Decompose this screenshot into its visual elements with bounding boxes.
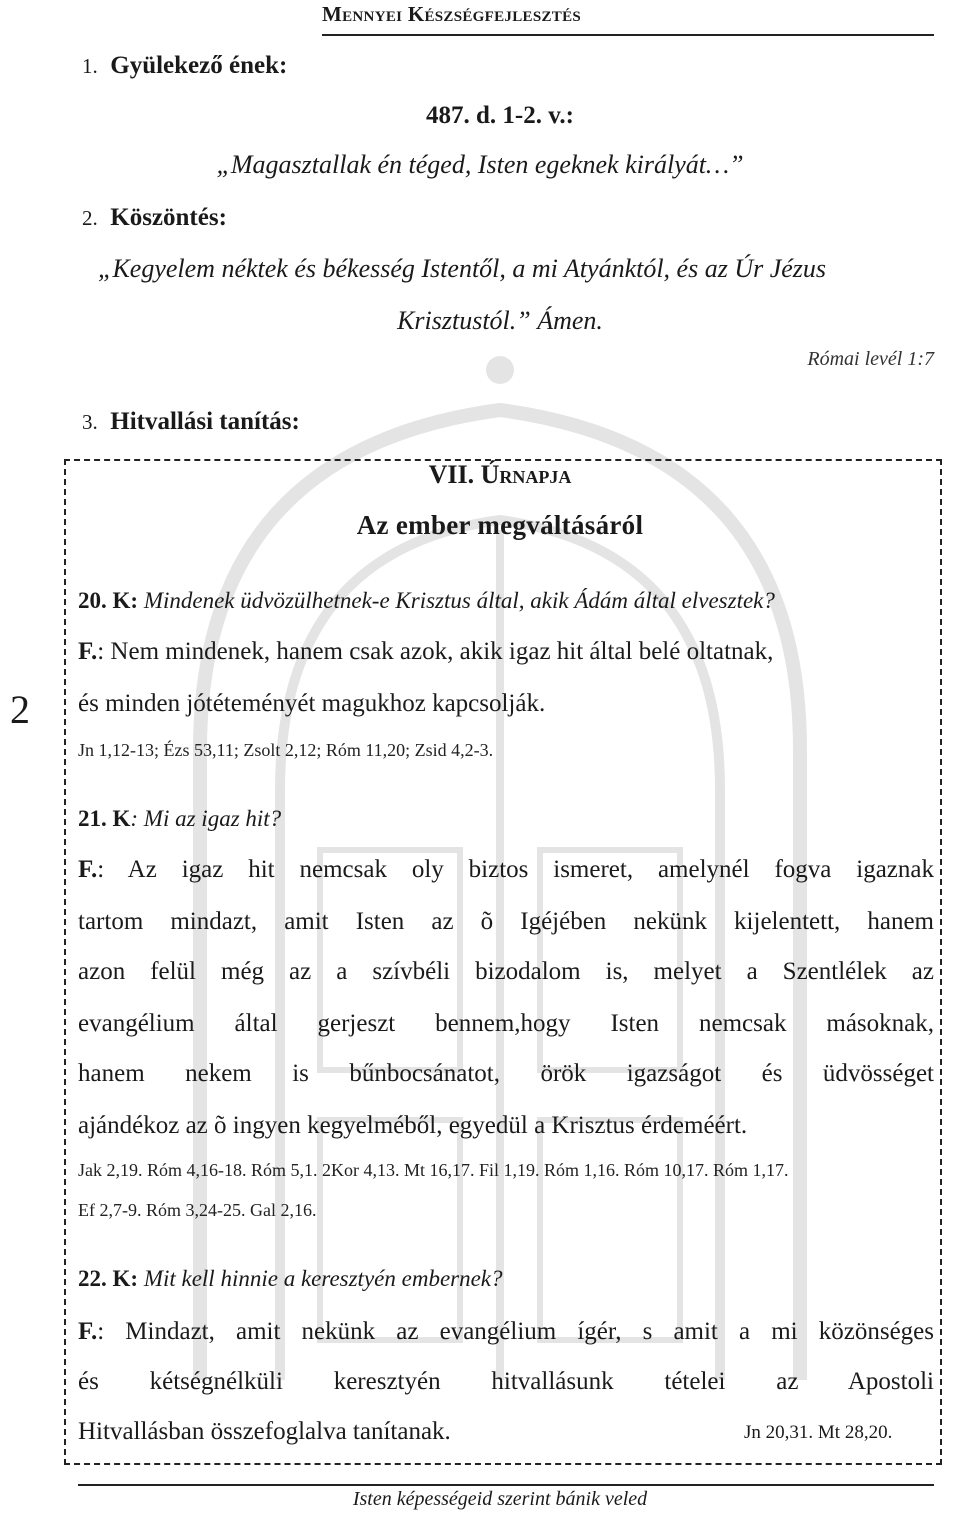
question-20: 20. K: Mindenek üdvözülhetnek-e Krisztus által, akik Ádám által elvesztek? xyxy=(78,588,775,613)
answer-21-line-6: ajándékoz az õ ingyen kegyelméből, egyedül a Krisztus érdeméért. xyxy=(78,1112,748,1139)
refs-20: Jn 1,12-13; Ézs 53,11; Zsolt 2,12; Róm 11,20; Zsid 4,2-3. xyxy=(78,740,494,760)
hymn-title: „Magasztallak én téged, Isten egeknek királyát…” xyxy=(216,150,744,179)
footer-rule xyxy=(78,1484,934,1486)
hymn-number: 487. d. 1-2. v.: xyxy=(426,102,574,129)
page-number: 2 xyxy=(10,687,30,732)
lords-day-title: VII. Úrnapja xyxy=(428,460,572,489)
lords-day-subtitle: Az ember megváltásáról xyxy=(356,510,644,540)
answer-21-line-3: azon felül még az a szívbéli bizodalom is, melyet a Szentlélek az xyxy=(78,958,934,985)
header-rule xyxy=(322,34,934,36)
answer-20-line-1: F.: Nem mindenek, hanem csak azok, akik igaz hit által belé oltatnak, xyxy=(78,638,774,665)
section-3-heading: 3. Hitvallási tanítás: xyxy=(82,408,300,435)
refs-22: Jn 20,31. Mt 28,20. xyxy=(744,1422,893,1443)
answer-22-line-2: és kétségnélküli keresztyén hitvallásunk tételei az Apostoli xyxy=(78,1368,934,1395)
answer-21-line-5: hanem nekem is bűnbocsánatot, örök igazságot és üdvösséget xyxy=(78,1060,934,1087)
answer-21-line-4: evangélium által gerjeszt bennem,hogy Isten nemcsak másoknak, xyxy=(78,1010,934,1037)
page-header-title: Mennyei Készségfejlesztés xyxy=(322,2,582,26)
answer-22-line-1: F.: Mindazt, amit nekünk az evangélium ígér, s amit a mi közönséges xyxy=(78,1318,934,1345)
question-22: 22. K: Mit kell hinnie a keresztyén embernek? xyxy=(78,1266,503,1291)
section-2-heading: 2. Köszöntés: xyxy=(82,204,227,231)
refs-21-line-1: Jak 2,19. Róm 4,16-18. Róm 5,1. 2Kor 4,13. Mt 16,17. Fil 1,19. Róm 1,16. Róm 10,17. Róm 1,17. xyxy=(78,1160,789,1180)
section-1-heading: 1. Gyülekező ének: xyxy=(82,52,288,79)
greeting-line-2: Krisztustól.” Ámen. xyxy=(397,306,603,335)
answer-21-line-1: F.: Az igaz hit nemcsak oly biztos ismeret, amelynél fogva igaznak xyxy=(78,856,934,883)
answer-22-line-3: Hitvallásban összefoglalva tanítanak. xyxy=(78,1418,451,1445)
footer-text: Isten képességeid szerint bánik veled xyxy=(352,1488,648,1510)
question-21: 21. K: Mi az igaz hit? xyxy=(78,806,282,831)
answer-20-line-2: és minden jótéteményét magukhoz kapcsolják. xyxy=(78,690,546,717)
greeting-reference: Római levél 1:7 xyxy=(807,348,934,370)
refs-21-line-2: Ef 2,7-9. Róm 3,24-25. Gal 2,16. xyxy=(78,1200,317,1220)
greeting-line-1: „Kegyelem néktek és békesség Istentől, a mi Atyánktól, és az Úr Jézus xyxy=(98,254,827,283)
answer-21-line-2: tartom mindazt, amit Isten az õ Igéjében nekünk kijelentett, hanem xyxy=(78,908,934,935)
